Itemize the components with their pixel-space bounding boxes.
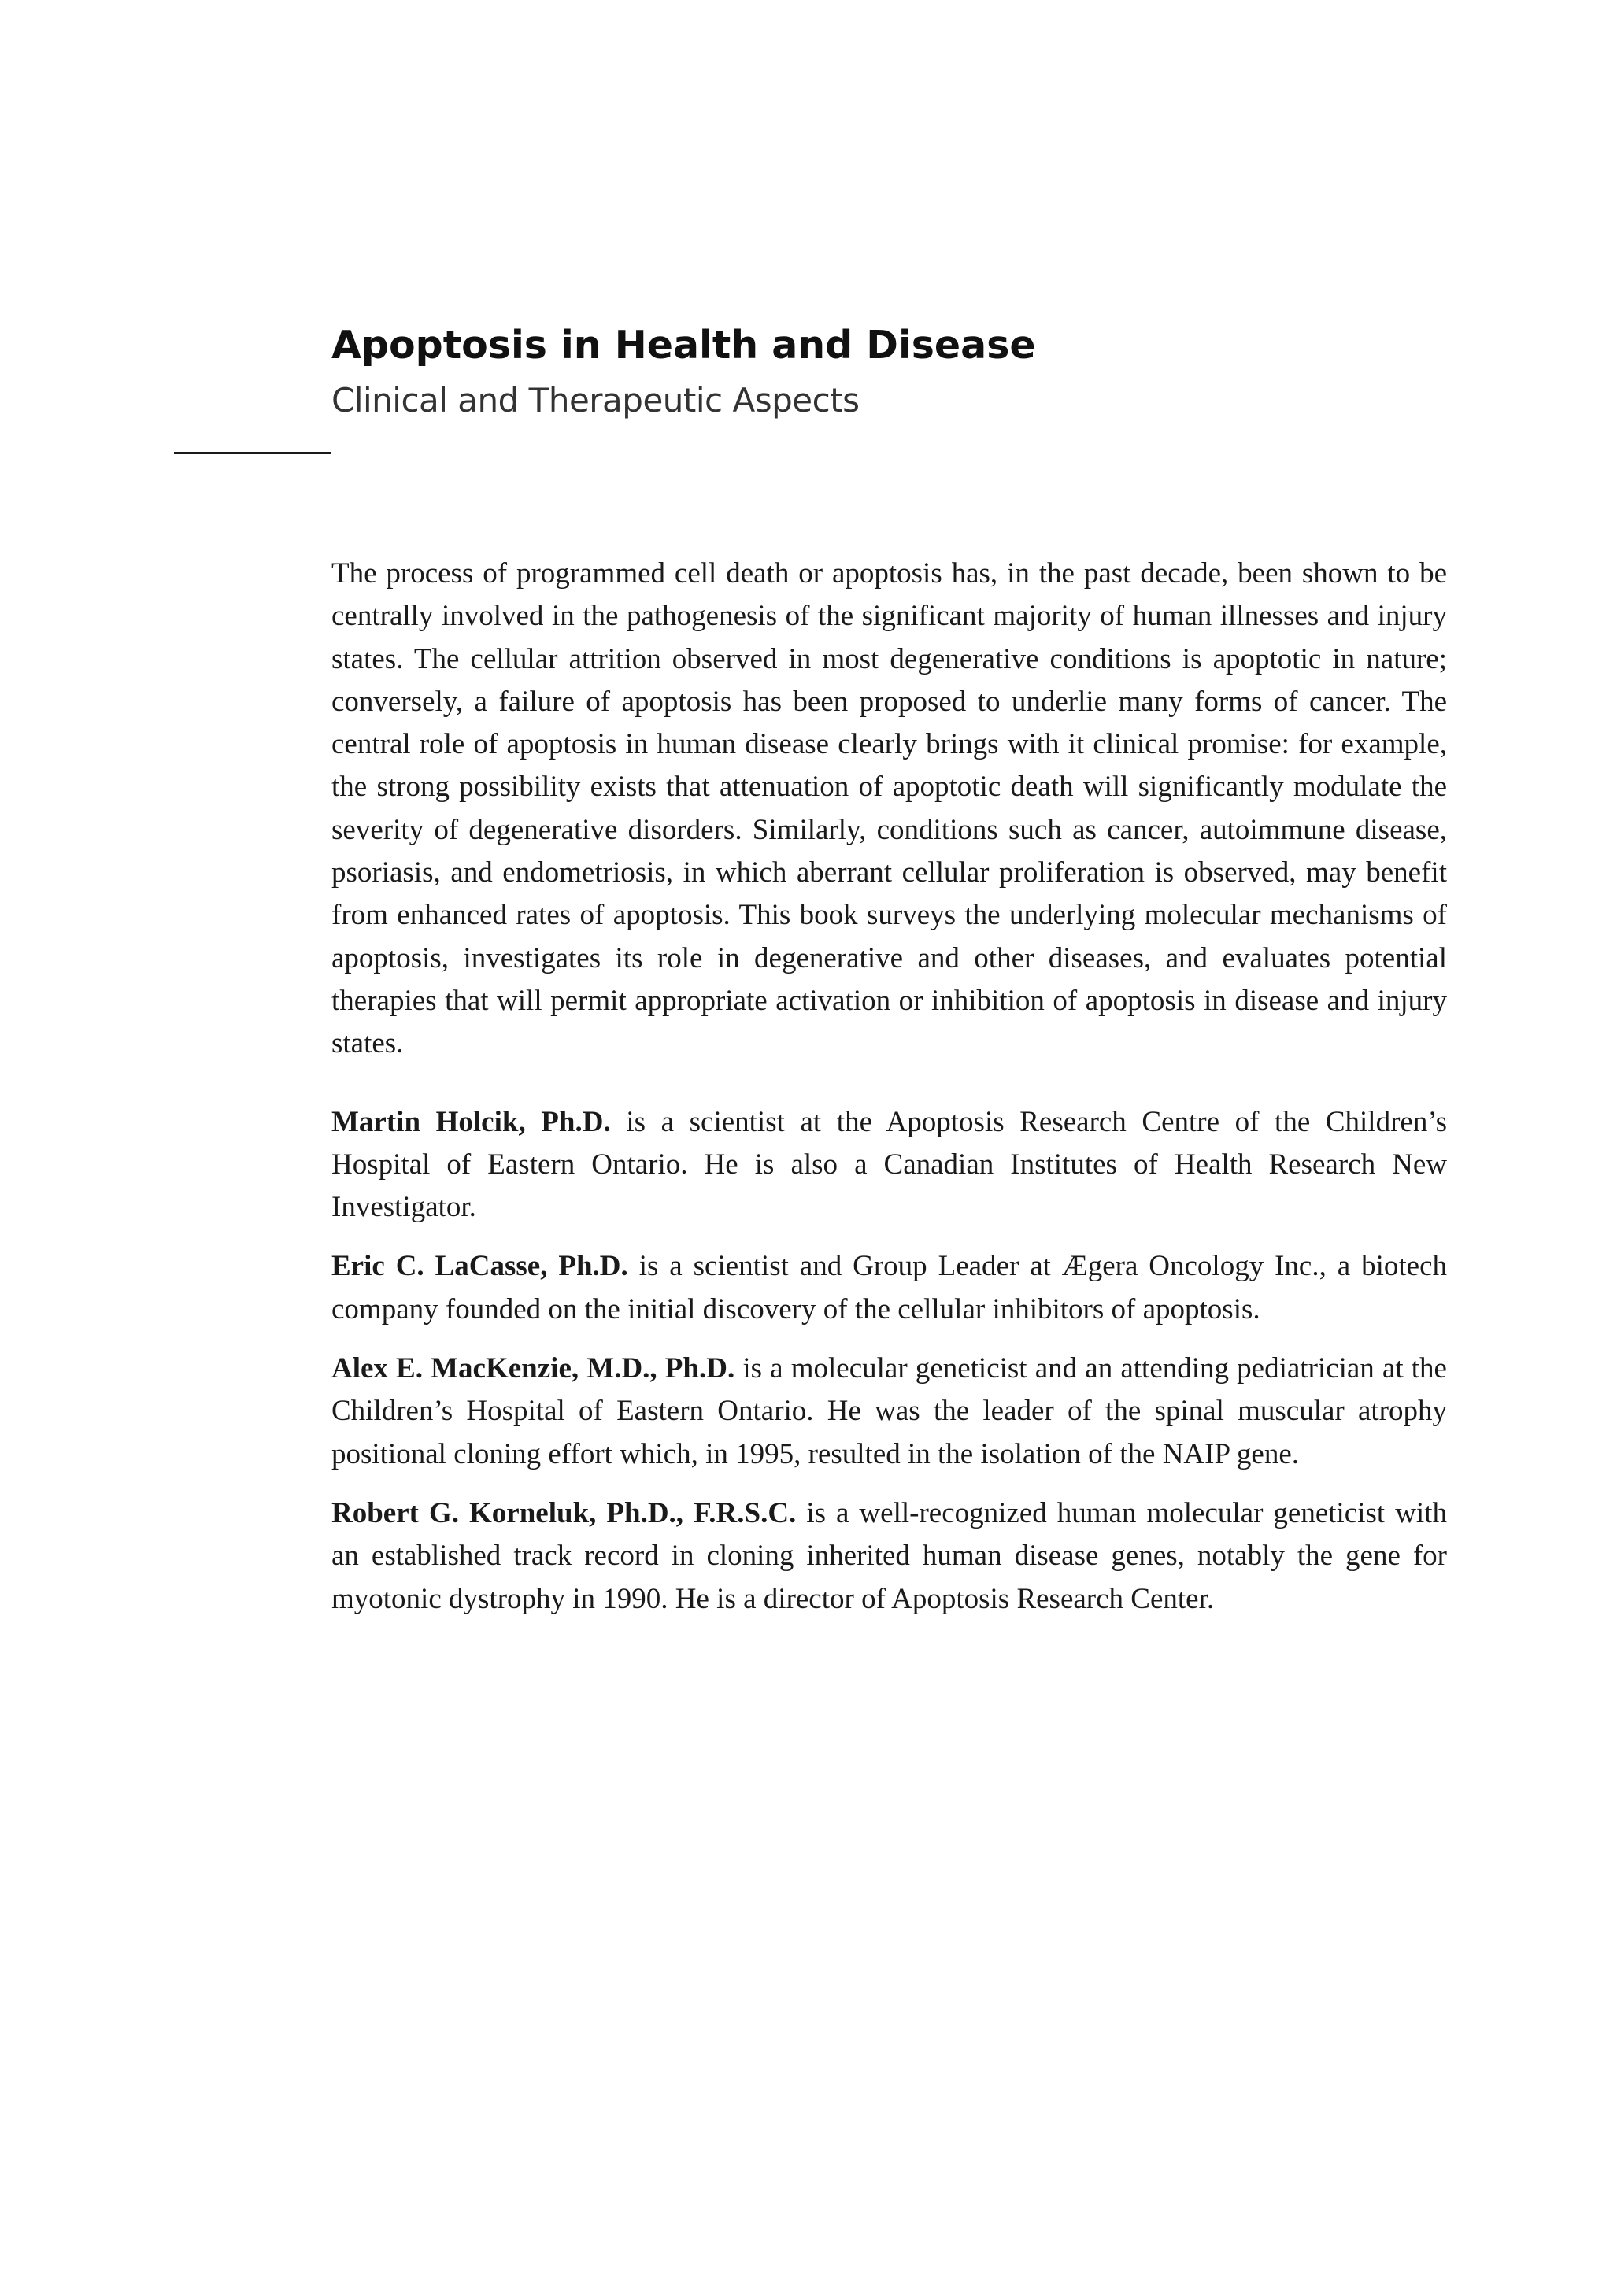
author-bio-text: is a scientist at the Apoptosis Research Centre of the Children’s Hospital of Eastern Ontario. He is also a Canadian Institutes of Health Research New Investigator. (331, 1105, 1448, 1224)
author-name: Eric C. LaCasse, Ph.D. (331, 1250, 628, 1283)
title-rule (174, 452, 331, 454)
author-bio (331, 1492, 1447, 1621)
content (331, 553, 1447, 1637)
author-bio-text: is a scientist and Group Leader at Ægera Oncology Inc., a biotech company founded on the initial discovery of the cellular inhibitors of apoptosis. (331, 1250, 1448, 1325)
author-bio (331, 1245, 1447, 1331)
author-name: Alex E. MacKenzie, M.D., Ph.D. (331, 1352, 735, 1385)
author-bio-text: is a molecular geneticist and an attending pediatrician at the Children’s Hospital of Eastern Ontario. He was the leader of the spinal muscular atrophy positional cloning effort which, in 1995, resulted in the isolation of the NAIP gene. (331, 1352, 1447, 1470)
book-title: Apoptosis in Health and Disease (331, 323, 1036, 368)
author-bio-text: is a well-recognized human molecular geneticist with an established track record in cloning inherited human disease genes, notably the gene for myotonic dystrophy in 1990. He is a director of Apoptosis Research Center. (331, 1496, 1447, 1615)
author-name: Robert G. Korneluk, Ph.D., F.R.S.C. (331, 1496, 797, 1529)
author-bio (331, 1348, 1447, 1476)
author-name: Martin Holcik, Ph.D. (331, 1105, 611, 1138)
book-subtitle: Clinical and Therapeutic Aspects (331, 381, 860, 420)
author-bio (331, 1101, 1447, 1229)
book-description: The process of programmed cell death or apoptosis has, in the past decade, been shown to be centrally involved in the pathogenesis of the significant majority of human illnesses and injury states. The cellular attrition observed in most degenerative conditions is apoptotic in nature; conversely, a failure of apoptosis has been proposed to underlie many forms of cancer. The central role of apoptosis in human disease clearly brings with it clinical promise: for example, the strong possibility exists that attenuation of apoptotic death will significantly modulate the severity of degenerative disorders. Similarly, conditions such as cancer, autoimmune disease, psoriasis, and endometriosis, in which aberrant cellular proliferation is observed, may benefit from enhanced rates of apoptosis. This book surveys the underlying molecular mechanisms of apoptosis, investigates its role in degenerative and other diseases, and evaluates potential therapies that will permit appropriate activation or inhibition of apoptosis in disease and injury states. (331, 557, 1447, 1060)
